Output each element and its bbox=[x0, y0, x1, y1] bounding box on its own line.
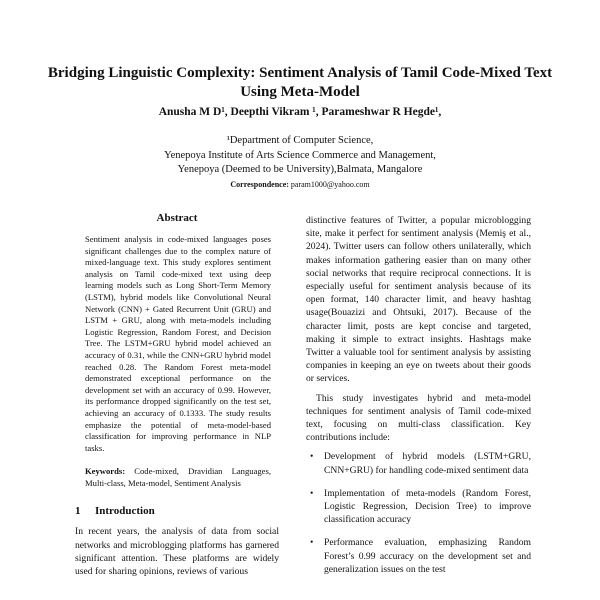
keywords-label: Keywords: bbox=[85, 466, 126, 477]
section-number: 1 bbox=[75, 505, 81, 518]
contribution-text: Development of hybrid models (LSTM+GRU, CNN+GRU) for handling code-mixed sentiment data bbox=[324, 451, 531, 476]
keywords-text: Code-mixed, Dravidian Languages, Multi-class, Meta-model, Sentiment Analysis bbox=[85, 466, 271, 488]
contribution-item bbox=[306, 536, 531, 576]
contribution-item bbox=[306, 450, 531, 476]
bullet-icon: • bbox=[310, 451, 314, 463]
abstract-text: Sentiment analysis in code-mixed languages poses significant challenges due to the complex nature of mixed-language text. This study explores sentiment analysis on Tamil code-mixed text using deep learning models such as Long Short-Term Memory (LSTM), hybrid models like Convolutional Neural Network (CNN) + Gated Recurrent Unit (GRU) and LSTM + GRU, along with meta-models including Logistic Regression, Random Forest, and Decision Tree. The LSTM+GRU hybrid model achieved an accuracy of 0.31, while the CNN+GRU hybrid model reached 0.28. The Random Forest meta-model demonstrated exceptional performance on the development set with an accuracy of 0.99. However, its performance dropped significantly on the test set, achieving an accuracy of 0.1333. The study results emphasize the potential of meta-model-based classification for improving performance in NLP tasks. bbox=[85, 234, 271, 453]
twitter-paragraph: distinctive features of Twitter, a popular microblogging site, make it perfect for sentiment analysis (Memiş et al., 2024). Twitter users can follow others unilaterally, which makes information gathering easier than on many other social networks that require reciprocal connections. It is especially useful for sentiment analysis because of its open format, 140 character limit, and heavy hashtag usage(Bouazizi and Ohtsuki, 2017). Because of the character limit, posts are kept concise and targeted, making it simple to extract insights. Hashtags make Twitter a valuable tool for sentiment analysis by assisting companies in keeping an eye on tweets about their goods or services. bbox=[306, 215, 531, 385]
correspondence-label: Correspondence: bbox=[230, 180, 289, 189]
abstract-heading: Abstract bbox=[156, 212, 198, 224]
correspondence-email[interactable]: param1000@yahoo.com bbox=[290, 180, 370, 189]
contribution-text: Implementation of meta-models (Random Forest, Logistic Regression, Decision Tree) to improve classification accuracy bbox=[324, 487, 531, 526]
bullet-icon: • bbox=[310, 487, 314, 499]
left-column bbox=[75, 210, 279, 578]
affiliation-line-3: Yenepoya (Deemed to be University),Balmata, Mangalore bbox=[177, 164, 423, 175]
contribution-list bbox=[306, 450, 531, 576]
right-column bbox=[306, 210, 531, 586]
introduction-text: In recent years, the analysis of data from social networks and microblogging platforms has garnered significant attention. These platforms are widely used for sharing opinions, reviews of various bbox=[75, 526, 279, 578]
bullet-icon: • bbox=[310, 537, 314, 549]
affiliation-line-2: Yenepoya Institute of Arts Science Commerce and Management, bbox=[164, 149, 436, 161]
affiliation-line-1: ¹Department of Computer Science, bbox=[226, 135, 374, 146]
study-paragraph: This study investigates hybrid and meta-model techniques for sentiment analysis of Tamil code-mixed text, focusing on multi-class classification. Key contributions include: bbox=[306, 392, 531, 444]
section-heading-introduction bbox=[75, 505, 279, 517]
author-list: Anusha M D¹, Deepthi Vikram ¹, Parameshwar R Hegde¹, bbox=[158, 106, 442, 118]
correspondence-line bbox=[40, 180, 560, 189]
contribution-text: Performance evaluation, emphasizing Random Forest’s 0.99 accuracy on the development set and generalization issues on the test bbox=[324, 537, 531, 575]
affiliation-block bbox=[40, 134, 560, 178]
paper-title: Bridging Linguistic Complexity: Sentiment Analysis of Tamil Code-Mixed Text Using Meta-Model bbox=[47, 65, 553, 100]
contribution-item bbox=[306, 487, 531, 527]
keywords-line bbox=[85, 466, 271, 489]
section-title: Introduction bbox=[95, 505, 155, 518]
